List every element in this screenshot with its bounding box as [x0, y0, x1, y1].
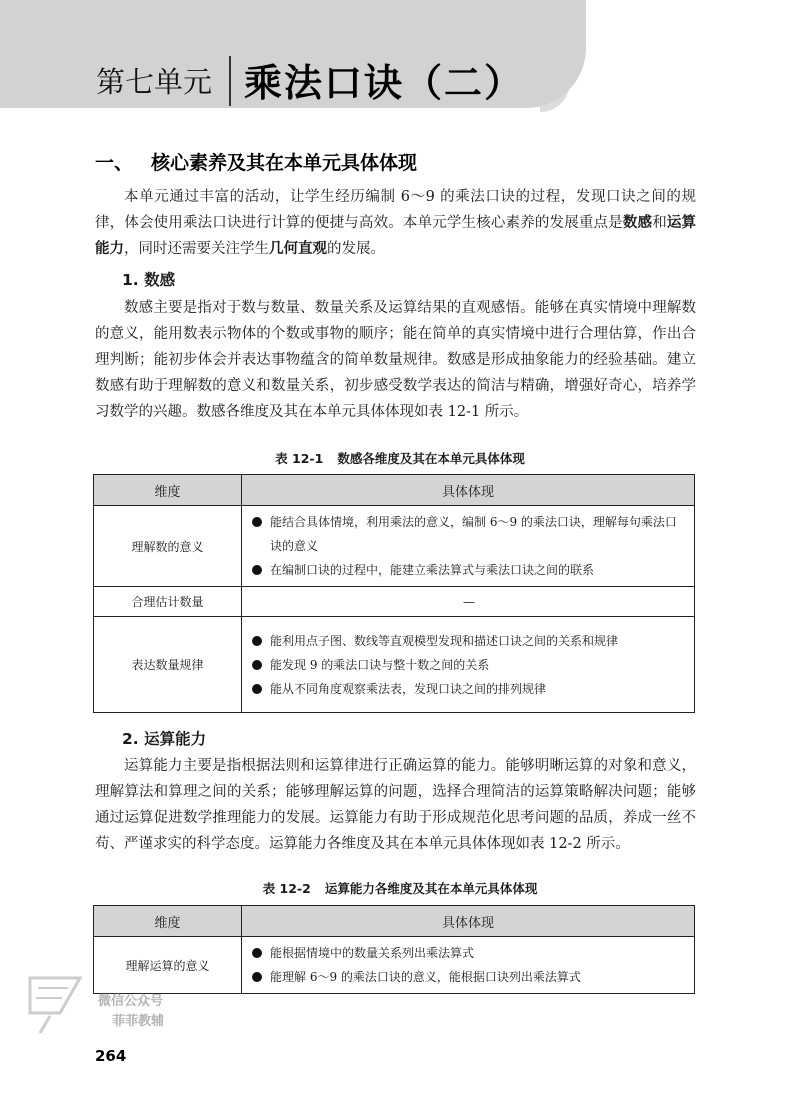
table1-caption-number: 表 12-1 [275, 451, 324, 466]
table2-caption-text: 运算能力各维度及其在本单元具体体现 [324, 881, 538, 896]
table-yunsuan [93, 905, 695, 994]
shugan-paragraph: 数感主要是指对于数与数量、数量关系及运算结果的直观感悟。能够在真实情境中理解数的意义，能用数表示物体的个数或事物的顺序；能在简单的真实情境中进行合理估算，作出合理判断；能初步体会并表达事物蕴含的简单数量规律。数感是形成抽象能力的经验基础。建立数感有助于理解数的意义和数量关系，初步感受数学表达的简洁与精确，增强好奇心，培养学习数学的兴趣。数感各维度及其在本单元具体体现如表 12-1 所示。 [95, 300, 696, 420]
table-cell-items [242, 506, 695, 587]
table-shugan [93, 474, 695, 713]
table2-caption-number: 表 12-2 [262, 881, 311, 896]
table-cell-items [242, 937, 695, 994]
list-item: 能理解 6～9 的乘法口诀的意义，能根据口诀列出乘法算式 [252, 965, 686, 989]
table-header-items: 具体体现 [242, 906, 695, 937]
intro-paragraph: 本单元通过丰富的活动，让学生经历编制 6～9 的乘法口诀的过程，发现口诀之间的规律，体会使用乘法口诀进行计算的便捷与高效。本单元学生核心素养的发展重点是数感和运算能力，同时还需要关注学生几何直观的发展。 [95, 189, 697, 257]
table-header-items: 具体体现 [242, 475, 695, 506]
subsection-title-yunsuan: 2. 运算能力 [122, 730, 207, 748]
list-item: 能从不同角度观察乘法表，发现口诀之间的排列规律 [252, 677, 686, 701]
table1-caption [0, 449, 800, 467]
bullet-icon [252, 972, 262, 982]
list-item: 能利用点子图、数线等直观模型发现和描述口诀之间的关系和规律 [252, 629, 686, 653]
table-header-row [94, 475, 695, 506]
bullet-icon [252, 948, 262, 958]
list-item: 在编制口诀的过程中，能建立乘法算式与乘法口诀之间的联系 [252, 558, 686, 582]
yunsuan-paragraph: 运算能力主要是指根据法则和运算律进行正确运算的能力。能够明晰运算的对象和意义，理解算法和算理之间的关系；能够理解运算的问题，选择合理简洁的运算策略解决问题；能够通过运算促进数学推理能力的发展。运算能力有助于形成规范化思考问题的品质，养成一丝不苟、严谨求实的科学态度。运算能力各维度及其在本单元具体体现如表 12-2 所示。 [95, 758, 696, 852]
bullet-icon [252, 684, 262, 694]
list-item: 能根据情境中的数量关系列出乘法算式 [252, 941, 686, 965]
table2-caption [0, 879, 800, 897]
table-cell-dimension: 理解数的意义 [94, 506, 242, 587]
table-header-row [94, 906, 695, 937]
list-item: 能发现 9 的乘法口诀与整十数之间的关系 [252, 653, 686, 677]
table-row [94, 937, 695, 994]
list-item: 能结合具体情境，利用乘法的意义，编制 6～9 的乘法口诀，理解每句乘法口诀的意义 [252, 510, 686, 558]
chapter-banner [0, 0, 800, 118]
page-number: 264 [95, 1047, 127, 1065]
table-row [94, 617, 695, 713]
table-cell-dimension: 理解运算的意义 [94, 937, 242, 994]
table-cell-dimension: 合理估计数量 [94, 587, 242, 617]
table-header-dimension: 维度 [94, 906, 242, 937]
table-cell-dimension: 表达数量规律 [94, 617, 242, 713]
unit-label: 第七单元 [96, 65, 213, 99]
table-row [94, 587, 695, 617]
unit-divider [229, 56, 231, 106]
section-heading: 核心素养及其在本单元具体体现 [151, 152, 418, 174]
table-cell-items [242, 617, 695, 713]
table-cell-empty: — [242, 587, 695, 617]
bullet-icon [252, 660, 262, 670]
section-number: 一、 [95, 152, 134, 174]
unit-title: 乘法口诀（二） [244, 61, 525, 105]
bullet-icon [252, 517, 262, 527]
watermark-text-line1: 微信公众号 [98, 994, 164, 1009]
subsection-title-shugan: 1. 数感 [122, 271, 176, 289]
watermark-text-line2: 菲菲教辅 [112, 1014, 165, 1029]
section-title [95, 148, 417, 175]
table-header-dimension: 维度 [94, 475, 242, 506]
bullet-icon [252, 565, 262, 575]
table1-caption-text: 数感各维度及其在本单元具体体现 [337, 451, 525, 466]
table-row [94, 506, 695, 587]
bullet-icon [252, 636, 262, 646]
